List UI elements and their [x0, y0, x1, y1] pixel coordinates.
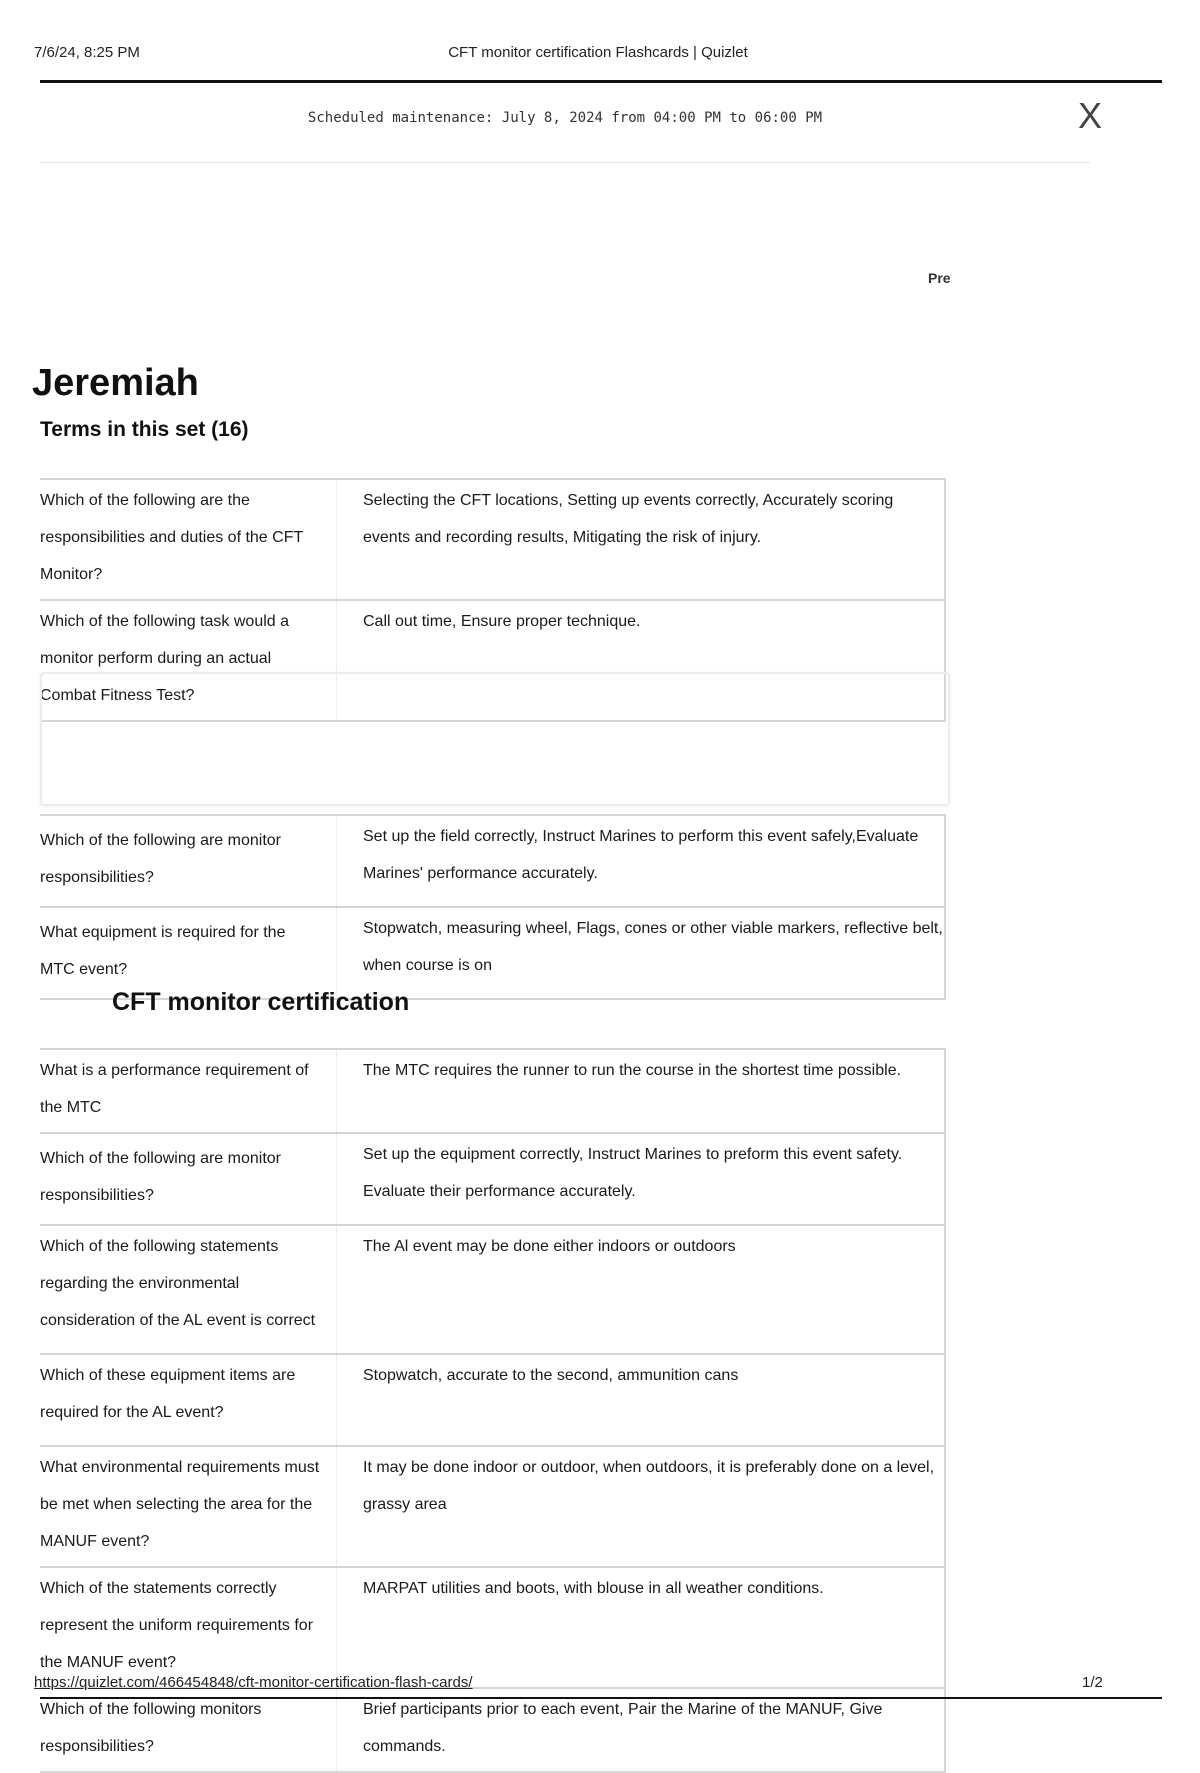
table-row: [40, 1567, 945, 1688]
print-page-title: CFT monitor certification Flashcards | Quizlet: [448, 44, 748, 61]
term-text: Which of the following statements regarding the environmental consideration of the AL event is correct: [40, 1225, 337, 1354]
definition-text: MARPAT utilities and boots, with blouse in all weather conditions.: [337, 1567, 946, 1688]
definition-text: It may be done indoor or outdoor, when outdoors, it is preferably done on a level, grassy area: [337, 1446, 946, 1567]
terms-heading: Terms in this set (16): [40, 418, 249, 441]
set-title: CFT monitor certification: [112, 988, 410, 1016]
table-row: [40, 907, 945, 999]
close-icon[interactable]: X: [1077, 95, 1102, 136]
page-url-link[interactable]: https://quizlet.com/466454848/cft-monitor-certification-flash-cards/: [34, 1674, 473, 1691]
term-text: Which of the statements correctly represent the uniform requirements for the MANUF event?: [40, 1567, 337, 1688]
term-text: Which of the following are monitor responsibilities?: [40, 1133, 337, 1225]
term-text: What is a performance requirement of the MTC: [40, 1049, 337, 1133]
definition-text: Set up the equipment correctly, Instruct Marines to preform this event safety. Evaluate their performance accurately.: [337, 1133, 946, 1225]
definition-text: Call out time, Ensure proper technique.: [337, 600, 946, 721]
header-divider: [40, 80, 1162, 83]
definition-text: The Al event may be done either indoors or outdoors: [337, 1225, 946, 1354]
term-text: Which of the following task would a monitor perform during an actual Combat Fitness Test?: [40, 600, 337, 721]
term-text: What equipment is required for the MTC event?: [40, 907, 337, 999]
pre-label: Pre: [928, 270, 951, 286]
term-text: Which of the following are the responsibilities and duties of the CFT Monitor?: [40, 479, 337, 600]
definition-text: Set up the field correctly, Instruct Marines to perform this event safely,Evaluate Marines' performance accurately.: [337, 815, 946, 907]
definition-text: The MTC requires the runner to run the course in the shortest time possible.: [337, 1049, 946, 1133]
term-text: Which of these equipment items are required for the AL event?: [40, 1354, 337, 1446]
maintenance-banner: [40, 86, 1102, 163]
definition-text: Stopwatch, accurate to the second, ammunition cans: [337, 1354, 946, 1446]
footer-divider: [40, 1697, 1162, 1699]
term-text: Which of the following monitors responsibilities?: [40, 1688, 337, 1772]
clip-mask: [946, 900, 986, 1000]
flashcard-table-2: [40, 814, 946, 1000]
definition-text: Stopwatch, measuring wheel, Flags, cones or other viable markers, reflective belt, when course is on: [337, 907, 946, 999]
flashcard-table-3: [40, 1048, 946, 1773]
table-row: [40, 1133, 945, 1225]
maintenance-text: Scheduled maintenance: July 8, 2024 from 04:00 PM to 06:00 PM: [307, 110, 823, 126]
term-text: What environmental requirements must be met when selecting the area for the MANUF event?: [40, 1446, 337, 1567]
table-row: [40, 1049, 945, 1133]
table-row: [40, 1225, 945, 1354]
author-name[interactable]: Jeremiah: [32, 362, 199, 404]
table-row: [40, 1354, 945, 1446]
definition-text: Brief participants prior to each event, Pair the Marine of the MANUF, Give commands.: [337, 1688, 946, 1772]
print-header: [34, 44, 1162, 84]
table-row: [40, 815, 945, 907]
print-datetime: 7/6/24, 8:25 PM: [34, 44, 140, 61]
table-row: [40, 479, 945, 600]
term-text: Which of the following are monitor responsibilities?: [40, 815, 337, 907]
table-row: [40, 1446, 945, 1567]
page-number: 1/2: [1082, 1674, 1103, 1691]
ad-placeholder: [40, 672, 950, 806]
table-row: [40, 1688, 945, 1772]
definition-text: Selecting the CFT locations, Setting up events correctly, Accurately scoring events and recording results, Mitigating the risk of injury.: [337, 479, 946, 600]
